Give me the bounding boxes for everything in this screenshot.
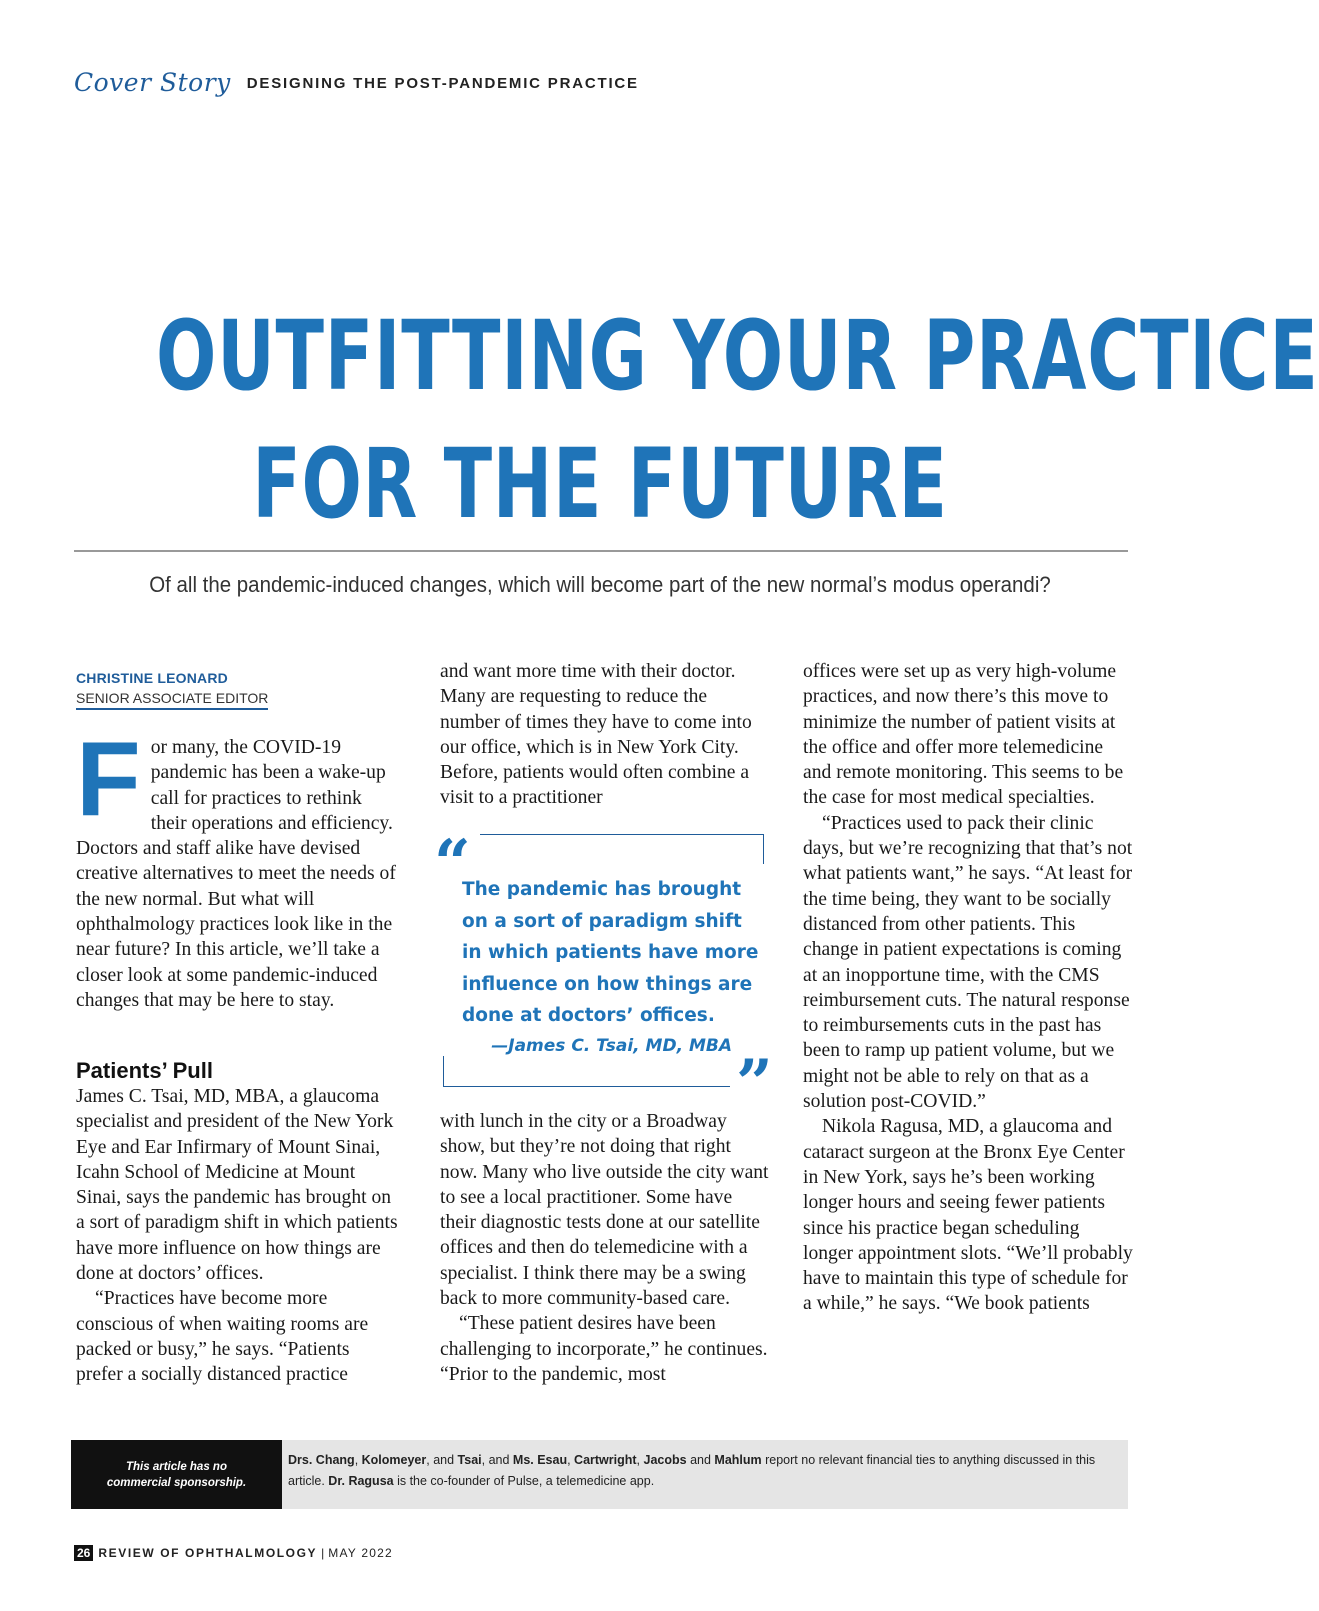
pull-quote-bottom-cap bbox=[443, 1056, 444, 1086]
paragraph: “Practices have become more conscious of when waiting rooms are packed or busy,” he says. “Patients prefer a socially distanced practice bbox=[76, 1288, 369, 1386]
disclosure-text: , and bbox=[481, 1453, 513, 1467]
headline-line-1: OUTFITTING YOUR PRACTICE bbox=[156, 300, 1319, 412]
section-title: DESIGNING THE POST-PANDEMIC PRACTICE bbox=[246, 75, 639, 92]
open-quote-icon: “ bbox=[434, 826, 471, 901]
pull-quote-text: The pandemic has brought on a sort of paradigm shift in which patients have more influence on how things are done at doctors’ offices. bbox=[462, 879, 759, 1026]
headline bbox=[156, 292, 1319, 548]
disclosure-name: Tsai bbox=[457, 1453, 482, 1467]
journal-name: REVIEW OF OPHTHALMOLOGY bbox=[98, 1546, 318, 1560]
sponsorship-note: This article has no commercial sponsorship. bbox=[71, 1440, 282, 1509]
disclosure-text: and bbox=[686, 1453, 715, 1467]
deck: Of all the pandemic-induced changes, which will become part of the new normal’s modus operandi? bbox=[149, 572, 1051, 597]
byline-role: SENIOR ASSOCIATE EDITOR bbox=[76, 690, 268, 710]
disclosure-text: , bbox=[354, 1453, 362, 1467]
headline-line-2: FOR THE FUTURE bbox=[252, 428, 948, 540]
disclosure-text: , and bbox=[426, 1453, 458, 1467]
column-3 bbox=[803, 659, 1133, 1317]
byline-name: CHRISTINE LEONARD bbox=[76, 670, 228, 686]
column-1-section bbox=[76, 1058, 401, 1388]
disclosure-name: Mahlum bbox=[714, 1453, 762, 1467]
page-number: 26 bbox=[74, 1545, 93, 1561]
disclosure-name: Drs. Chang bbox=[288, 1453, 355, 1467]
headline-divider bbox=[74, 550, 1128, 552]
pull-quote-attribution: —James C. Tsai, MD, MBA bbox=[491, 1036, 732, 1056]
disclosure-text: report no relevant financial ties to anything discussed in this article. bbox=[288, 1453, 1096, 1488]
intro-paragraph: or many, the COVID-19 pandemic has been a wake-up call for practices to rethink their operations and efficiency. Doctors and staff alike have devised creative alternatives to meet the needs of the new normal. But what will ophthalmology practices look like in the near future? In this article, we’ll take a closer look at some pandemic-induced changes that may be here to stay. bbox=[76, 737, 396, 1011]
disclosure-box bbox=[71, 1440, 1128, 1509]
paragraph: offices were set up as very high-volume practices, and now there’s this move to minimize the number of patient visits at the office and offer more telemedicine and remote monitoring. This seems to be the case for most medical specialties. bbox=[803, 661, 1124, 809]
disclosure-name: Jacobs bbox=[643, 1453, 687, 1467]
drop-cap: F bbox=[76, 720, 141, 838]
pull-quote-bottom-rule bbox=[443, 1086, 730, 1087]
section-kicker: Cover Story bbox=[74, 68, 231, 97]
disclosure-name: Dr. Ragusa bbox=[328, 1474, 394, 1488]
pull-quote-top-rule bbox=[480, 834, 764, 835]
paragraph: and want more time with their doctor. Many are requesting to reduce the number of times they have to come into our office, which is in New York City. Before, patients would often combine a visit to a practitioner bbox=[440, 661, 752, 809]
paragraph: Nikola Ragusa, MD, a glaucoma and cataract surgeon at the Bronx Eye Center in New York, says he’s been working longer hours and seeing fewer patients since his practice began scheduling longer appointment slots. “We’ll probably have to maintain this type of schedule for a while,” he says. “We book patients bbox=[803, 1116, 1133, 1315]
paragraph: James C. Tsai, MD, MBA, a glaucoma specialist and president of the New York Eye and Ear Infirmary of Mount Sinai, Icahn School of Medicine at Mount Sinai, says the pandemic has brought on a sort of paradigm shift in which patients have more influence on how things are done at doctors’ offices. bbox=[76, 1086, 398, 1285]
paragraph: “Practices used to pack their clinic days, but we’re recognizing that that’s not what patients want,” he says. “At least for the time being, they want to be socially distanced from other patients. This change in patient expectations is coming at an inopportune time, with the CMS reimbursement cuts. The natural response to reimbursements cuts in the past has been to ramp up patient volume, but we might not be able to rely on that as a solution post-COVID.” bbox=[803, 812, 1133, 1113]
column-2-top bbox=[440, 659, 770, 811]
subhead-patients-pull: Patients’ Pull bbox=[76, 1058, 213, 1083]
issue-date: MAY 2022 bbox=[328, 1546, 393, 1560]
disclosure-name: Cartwright bbox=[574, 1453, 637, 1467]
page-footer bbox=[74, 1545, 393, 1561]
paragraph: “These patient desires have been challenging to incorporate,” he continues. “Prior to the pandemic, most bbox=[440, 1313, 768, 1385]
disclosure-text: , bbox=[636, 1453, 644, 1467]
disclosure-name: Kolomeyer bbox=[361, 1453, 427, 1467]
column-2-bottom bbox=[440, 1109, 770, 1387]
disclosure-text: , bbox=[567, 1453, 575, 1467]
pull-quote-top-cap bbox=[763, 834, 764, 864]
section-tag bbox=[74, 68, 639, 97]
close-quote-icon: ” bbox=[736, 1046, 773, 1121]
paragraph: with lunch in the city or a Broadway show, but they’re not doing that right now. Many who live outside the city want to see a local practitioner. Some have their diagnostic tests done at our satellite offices and then do telemedicine with a specialist. I think there may be a swing back to more community-based care. bbox=[440, 1111, 769, 1310]
disclosure-text: is the co-founder of Pulse, a telemedicine app. bbox=[393, 1474, 655, 1488]
column-1-intro bbox=[76, 720, 401, 1013]
financial-disclosure bbox=[288, 1450, 1118, 1492]
footer-separator: | bbox=[321, 1546, 325, 1560]
disclosure-name: Ms. Esau bbox=[512, 1453, 568, 1467]
